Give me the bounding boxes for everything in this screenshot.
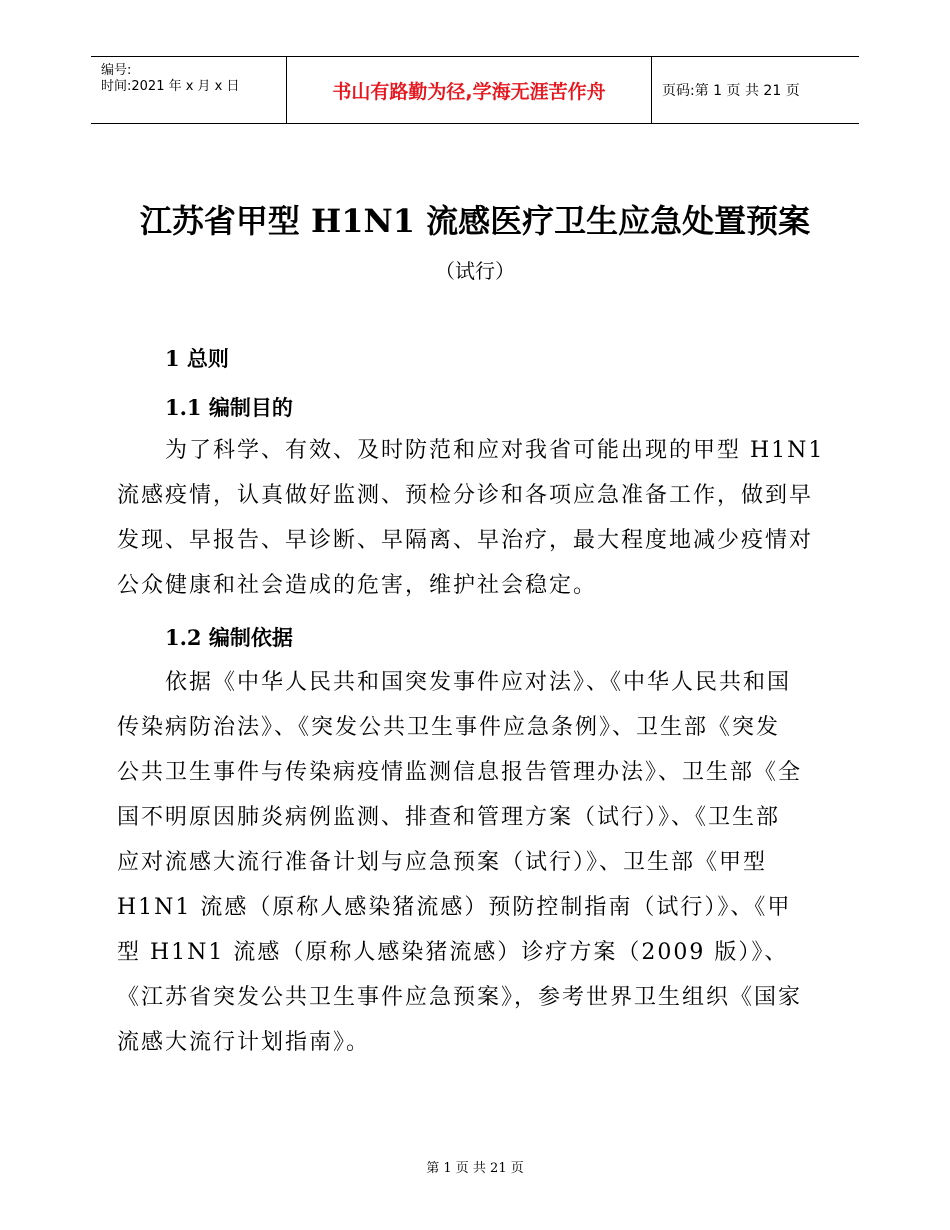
paragraph-line: H1N1 流感（原称人感染猪流感）预防控制指南（试行）》、《甲 [117,895,792,920]
paragraph-line: 依据《中华人民共和国突发事件应对法》、《中华人民共和国 [165,670,792,695]
paragraph-line: 为了科学、有效、及时防范和应对我省可能出现的甲型 H1N1 [165,438,825,463]
paragraph-line: 流感大流行计划指南》。 [117,1030,371,1055]
number-label: 编号: [101,63,132,78]
section-heading-1: 1 总则 [165,346,229,371]
time-label: 时间:2021 年 x 月 x 日 [101,79,240,94]
document-header [91,56,859,124]
page-footer: 第 1 页 共 21 页 [426,1161,524,1176]
header-page-info: 页码:第 1 页 共 21 页 [662,83,800,99]
paragraph-line: 公众健康和社会造成的危害，维护社会稳定。 [117,573,598,598]
paragraph-line: 传染病防治法》、《突发公共卫生事件应急条例》、卫生部《突发 [117,715,781,740]
document-title: 江苏省甲型 H1N1 流感医疗卫生应急处置预案 [139,202,811,240]
paragraph-line: 应对流感大流行准备计划与应急预案（试行）》、卫生部《甲型 [117,850,768,875]
paragraph-line: 发现、早报告、早诊断、早隔离、早治疗，最大程度地减少疫情对 [117,528,814,553]
header-meta [91,57,287,123]
paragraph-purpose [117,428,837,608]
paragraph-line: 公共卫生事件与传染病疫情监测信息报告管理办法》、卫生部《全 [117,760,803,785]
section-heading-1-2: 1.2 编制依据 [165,625,293,650]
paragraph-line: 型 H1N1 流感（原称人感染猪流感）诊疗方案（2009 版）》、 [117,940,789,965]
paragraph-line: 国不明原因肺炎病例监测、排查和管理方案（试行）》、《卫生部 [117,805,781,830]
paragraph-line: 《江苏省突发公共卫生事件应急预案》，参考世界卫生组织《国家 [117,985,803,1010]
header-motto: 书山有路勤为径,学海无涯苦作舟 [287,57,652,123]
document-subtitle: （试行） [435,259,515,283]
paragraph-line: 流感疫情，认真做好监测、预检分诊和各项应急准备工作，做到早 [117,483,814,508]
paragraph-basis [117,660,837,1065]
section-heading-1-1: 1.1 编制目的 [165,395,293,420]
